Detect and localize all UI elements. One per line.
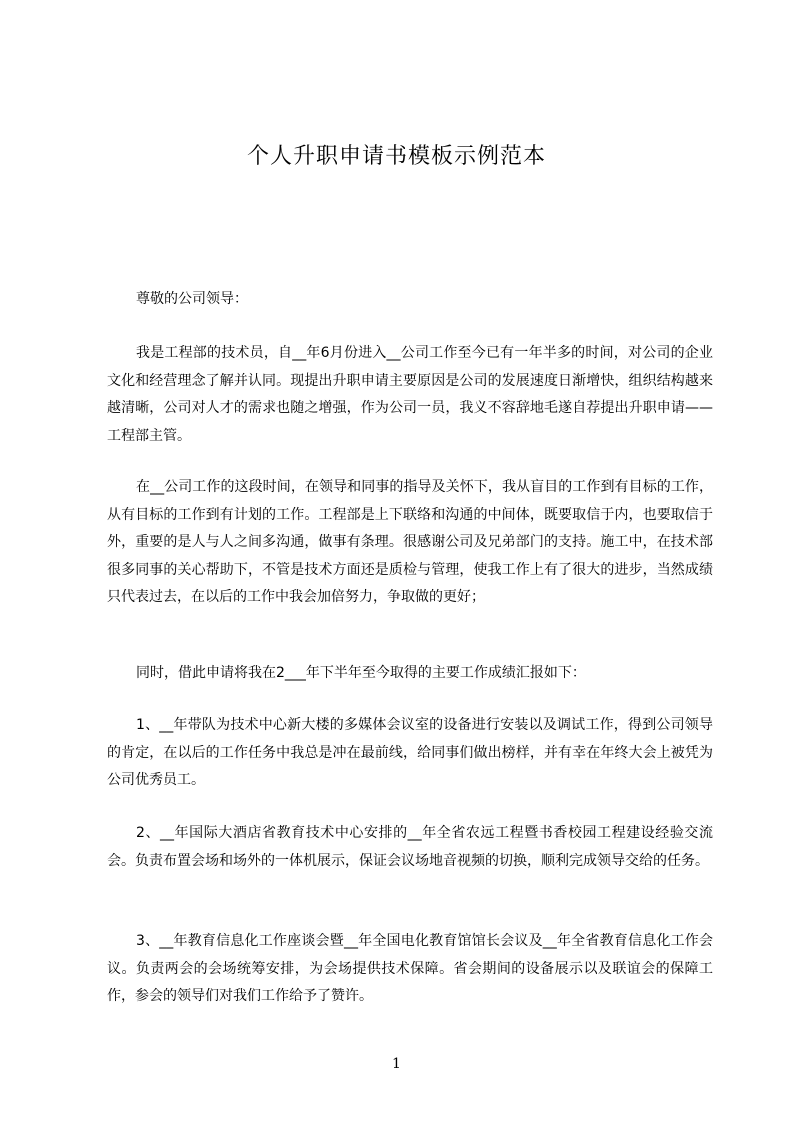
page-number: 1	[392, 1056, 401, 1072]
paragraph-intro: 我是工程部的技术员，自__年6月份进入__公司工作至今已有一年半多的时间，对公司的企业文化和经营理念了解并认同。现提出升职申请主要原因是公司的发展速度日渐增快，组织结构越来越清晰，公司对人才的需求也随之增强，作为公司一员，我义不容辞地毛遂自荐提出升职申请——工程部主管。	[107, 345, 713, 444]
paragraph-achievements-intro: 同时，借此申请将我在2___年下半年至今取得的主要工作成绩汇报如下：	[136, 665, 586, 681]
paragraph-achievement-3: 3、__年教育信息化工作座谈会暨__年全国电化教育馆馆长会议及__年全省教育信息化工作会议。负责两会的会场统筹安排，为会场提供技术保障。省会期间的设备展示以及联谊会的保障工作，参会的领导们对我们工作给予了赞许。	[107, 933, 713, 1004]
paragraph-work-experience: 在__公司工作的这段时间，在领导和同事的指导及关怀下，我从盲目的工作到有目标的工作，从有目标的工作到有计划的工作。工程部是上下联络和沟通的中间体，既要取信于内，也要取信于外，重要的是人与人之间多沟通，做事有条理。很感谢公司及兄弟部门的支持。施工中，在技术部很多同事的关心帮助下，不管是技术方面还是质检与管理，使我工作上有了很大的进步，当然成绩只代表过去，在以后的工作中我会加倍努力，争取做的更好；	[107, 479, 713, 605]
document-title: 个人升职申请书模板示例范本	[246, 144, 546, 169]
salutation: 尊敬的公司领导：	[136, 291, 248, 307]
paragraph-achievement-2: 2、__年国际大酒店省教育技术中心安排的__年全省农远工程暨书香校园工程建设经验交流会。负责布置会场和场外的一体机展示，保证会议场地音视频的切换，顺利完成领导交给的任务。	[107, 825, 713, 869]
paragraph-achievement-1: 1、__年带队为技术中心新大楼的多媒体会议室的设备进行安装以及调试工作，得到公司领导的肯定，在以后的工作任务中我总是冲在最前线，给同事们做出榜样，并有幸在年终大会上被凭为公司优秀员工。	[107, 717, 713, 788]
